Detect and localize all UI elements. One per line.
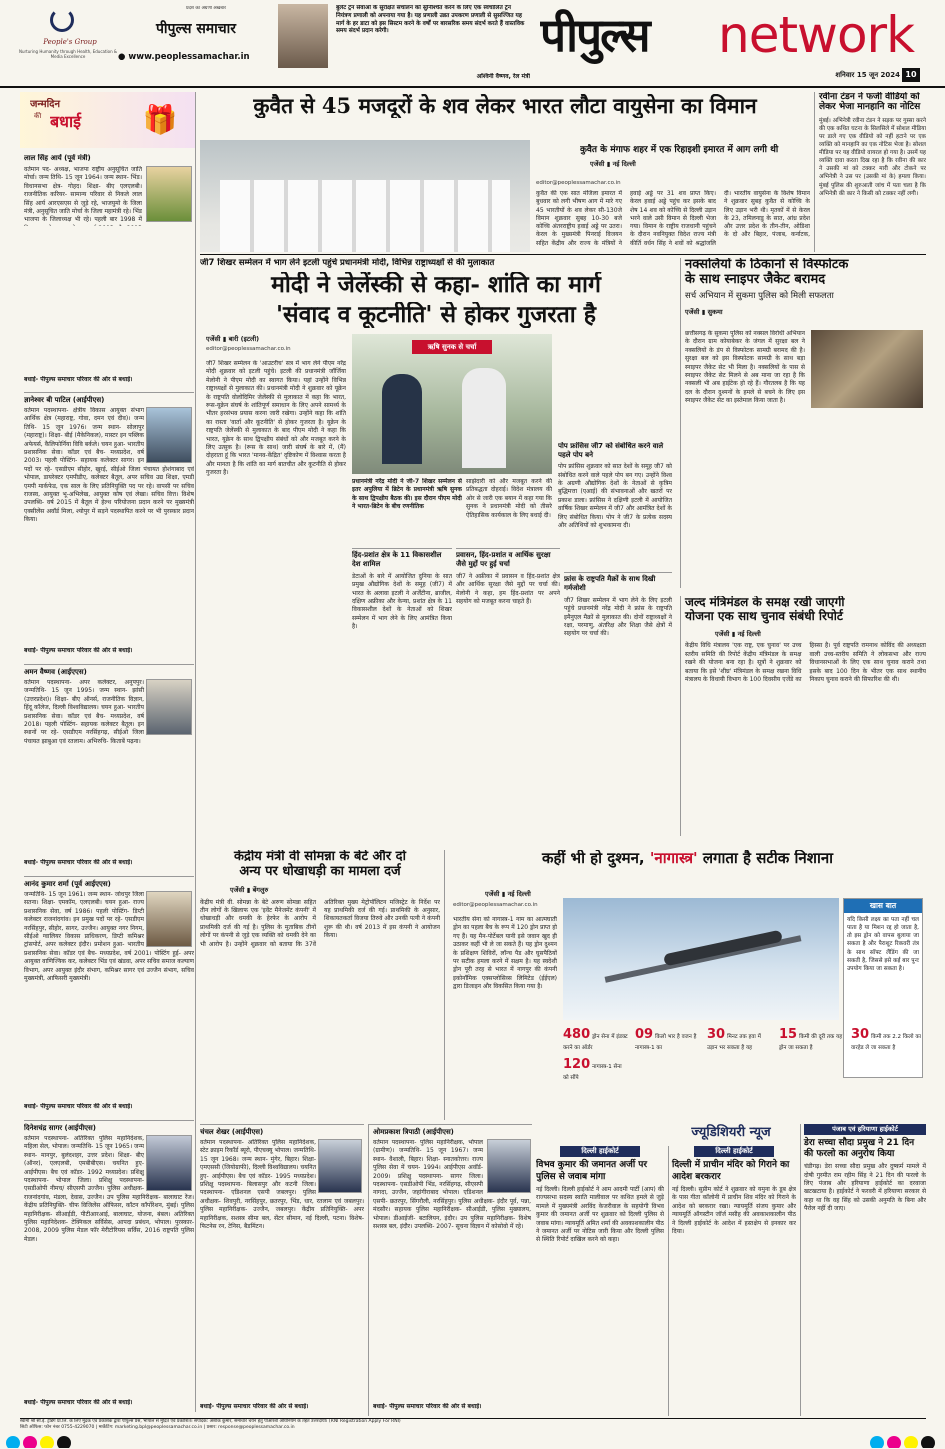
- nagastra-headline: कहीं भी हो दुश्मन, 'नागास्त्र' लगाता है सटीक निशाना: [541, 850, 834, 867]
- g7-story: [200, 258, 672, 828]
- birthday-photo: [146, 166, 192, 222]
- g7-caption: प्रधानमंत्री नरेंद्र मोदी ने जी-7 शिखर सम्मेलन से इतर अपुलिया में ब्रिटेन के प्रधानमंत्री ऋषि सुनक के साथ द्विपक्षीय बैठक की। इस दौरान पीएम मोदी ने भारत-ब्रिटेन के बीच रणनीतिक: [352, 478, 462, 511]
- kuwait-body-lead: [536, 100, 810, 190]
- black-dot: [57, 1436, 71, 1448]
- naxal-story: [680, 258, 926, 588]
- birthday-entry: [24, 154, 194, 394]
- drone-photo: [563, 898, 839, 1020]
- birthday-heading-2: की: [34, 112, 42, 120]
- mini-body: जी7 ने अफ्रीका में प्रवासन व हिंद-प्रशांत क्षेत्र और आर्थिक सुरक्षा जैसे मुद्दों पर चर्चा की। मेलोनी ने कहा, हम हिंद-प्रशांत पर अपने सहयोग को मजबूत करना चाहते हैं।: [456, 572, 560, 606]
- court-tag: दिल्ली हाईकोर्ट: [560, 1146, 640, 1157]
- birthday-text-cont: [24, 226, 194, 376]
- mini-body: जी7 शिखर सम्मेलन में भाग लेने के लिए इटली पहुंचे प्रधानमंत्री नरेंद्र मोदी ने फ्रांस के राष्ट्रपति इमैनुएल मैक्रों से मुलाकात की। दोनों राष्ट्राध्यक्षों ने रक्षा, परमाणु, अंतरिक्ष और शिक्षा जैसे क्षेत्रों में सहयोग पर चर्चा की।: [564, 596, 672, 638]
- officer-entry: [200, 1124, 364, 1416]
- cmyk-marks: [870, 1436, 945, 1448]
- judiciary-story: [800, 1124, 926, 1416]
- birthday-entry: [24, 876, 194, 1116]
- section-title-en: network: [718, 6, 915, 64]
- stat-label: नागास्त्र-1 सेना को सौंपे: [563, 1064, 622, 1081]
- somanna-headline-2: अन्य पर धोखाधड़ी का मामला दर्ज: [239, 863, 401, 879]
- cyan-dot: [6, 1436, 20, 1448]
- judiciary-section: [536, 1124, 926, 1416]
- somanna-headline-1: केंद्रीय मंत्री वी सोमन्ना के बेटे और दो: [234, 850, 406, 864]
- nagastra-email: editor@peoplessamachar.co.in: [453, 902, 538, 908]
- judiciary-story: [536, 1146, 664, 1416]
- raveena-body: मुंबई। अभिनेत्री रवीना टंडन ने सड़क पर गुस्सा करने की एक कथित घटना के सिलसिले में सोशल मीडिया पर डाले गए एक वीडियो को नहीं हटाने पर एक व्यक्ति को मानहानि का एक नोटिस भेजा है। सोशल मीडिया पर यह वीडियो वायरल हो गया है। उसमें यह व्यक्ति दावा करता दिख रहा है कि रवीना की कार ने उसकी मां को टक्कर मारी और टोकने पर अभिनेत्री ने उस पर (उसकी मां के) हमला किया। मुंबई पुलिस की शुरुआती जांच में पता चला है कि अभिनेत्री की कार ने किसी को टक्कर नहीं लगी।: [819, 117, 926, 197]
- birthday-footer: बधाई- पीपुल्स समाचार परिवार की ओर से बधाई।: [24, 1103, 133, 1110]
- peoples-group-tagline: Nurturing Humanity through Health, Education & Media Excellence: [18, 49, 118, 60]
- nagastra-story: [444, 850, 926, 1120]
- officer-name: चंचल शेखर (आईपीएस): [200, 1128, 264, 1136]
- birthday-name: दिनेशचंद्र सागर (आईपीएस): [24, 1124, 96, 1132]
- photo-tag: ऋषि सुनक से चर्चा: [412, 340, 492, 354]
- g7-email: editor@peoplessamachar.co.in: [206, 346, 291, 352]
- naxal-recovery-photo: [811, 330, 923, 408]
- naxal-byline: एजेंसी ▮ सुकमा: [685, 308, 723, 317]
- birthday-text: जन्मतिथि- 15 जून 1961। जन्म स्थान- जोधपुर जिला सतना। शिक्षा- एमकॉम, एलएलबी। चयन हुआ- राज्य प्रशासनिक सेवा, वर्ष 1986। पहली पोस्टिंग- डिप्टी कलेक्टर राजनांदगांव। इन प्रमुख पदों पर रहे- एसडीएम नरसिंहपुर, सीहोर, सागर, उज्जैन। आयुक्त नगर निगम, सीईओ ग्वालियर विकास प्राधिकरण, डिप्टी कमिश्नर ट्रांसपोर्ट, अपर कलेक्टर इंदौर। प्रमोशन हुआ- भारतीय प्रशासनिक सेवा। कॉडर एवं बैच- मध्यप्रदेश, वर्ष 2001। पोस्टिंग हुई- अपर आयुक्त वाणिज्यिक कर, कलेक्टर भिंड एवं खंडवा, अपर सचिव समाज कल्याण विभाग, अपर आयुक्त इंदौर संभाग, कमिश्नर सागर एवं उज्जैन संभाग, सचिव मुख्यमंत्री, आफिसरी मुख्यमंत्री।: [24, 891, 194, 982]
- stat-item: [563, 1026, 629, 1052]
- mini-headline: प्रवासन, हिंद-प्रशांत व आर्थिक सुरक्षा जैसे मुद्दों पर हुई चर्चा: [456, 551, 551, 569]
- stat-label: किलो भार है वजन है नागास्त्र-1 का: [635, 1034, 697, 1051]
- judiciary-title: ज्यूडिशियरी न्यूज: [691, 1125, 771, 1140]
- g7-byline: एजेंसी ▮ बारी (इटली): [206, 335, 260, 343]
- birthday-footer: बधाई- पीपुल्स समाचार परिवार की ओर से बधाई।: [24, 376, 133, 383]
- quote-text: बुलेट ट्रेन सेवाओं के सुरक्षित संचालन को सुनिश्चित करने के लिए एक स्वचालित ट्रेन नियंत्रण प्रणाली को अपनाया गया है। यह प्रणाली उन्नत उपकरण प्रणाली से सुसज्जित यह मार्ग के हर डाटा को इस सिस्टम करने के वर्षों पर बारसरिक समय संदर्भ करते हैं वास्तविक समय संदर्भ प्रदान करेगी।: [336, 5, 525, 35]
- stat-number: 120: [563, 1057, 591, 1072]
- naxal-headline-1: नक्सलियों के ठिकानों से विस्फोटक: [685, 258, 849, 272]
- kuwait-photo: [200, 140, 530, 252]
- masthead-rule: [0, 86, 945, 88]
- one-nation-headline-1: जल्द मंत्रिमंडल के समक्ष रखी जाएगी: [685, 596, 845, 609]
- khaas-baat-text: यदि किसी लक्ष्य का पता नहीं चल पाता है या मिशन रद्द हो जाता है, तो इस ड्रोन को वापस बुलाया जा सकता है और पैराशूट रिकवरी तंत्र के साथ सॉफ्ट लैंडिंग की जा सकती है, जिससे इसे कई बार पुनः उपयोग किया जा सकता है।: [847, 917, 919, 972]
- brand-name: पीपुल्स समाचार: [155, 21, 237, 37]
- birthday-text: वर्तमान पदस्थापना- अतिरिक्त पुलिस महानिदेशक, महिला सेल, भोपाल। जन्मतिथि- 15 जून 1965। जन्म स्थान- मानपुर, बुलंदशहर, उत्तर प्रदेश। शिक्षा- बीए (ऑनर), एलएलबी, एमबीबीएस। चयनित हुए- आईपीएस। बैच एवं कॉडर- 1992 मध्यप्रदेश। प्रशिक्षु पदस्थापना- भोपाल जिला। प्रशिक्षु पदस्थापना- एसडीओपी नीमच/ सीएसपी उज्जैन। पुलिस अधीक्षक- राजनांदगांव, मंडला, देवास, उज्जैन। उप पुलिस महानिरीक्षक- बालाघाट रेंज। केंद्रीय प्रतिनियुक्ति- चीफ विजिलेंस ऑफिसर, कॉटन कॉर्पोरेशन, मुंबई। पुलिस महानिरीक्षक- सीआईडी, पीटीआरआई, बालाघाट, योजना, बंबल। अतिरिक्त पुलिस महानिदेशक- टेक्निकल सर्विसेस, आपदा प्रबंधन, भोपाल। पुरस्कार- 2008, 2009 पुलिस मेडल फॉर मेरीटोरियस सर्विस, 2016 राष्ट्रपति पुलिस मेडल।: [24, 1135, 194, 1243]
- g7-headline-1: मोदी ने जेलेंस्की से कहा- शांति का मार्ग: [271, 272, 601, 298]
- birthday-entry: [24, 664, 194, 872]
- birthday-name: अमन वैष्णव (आईएएस): [24, 668, 87, 676]
- stat-label: किमी की दूरी तक यह ड्रोन जा सकता है: [779, 1034, 843, 1051]
- birthday-text: वर्तमान पदस्थापना- क्षेत्रीय विकास आयुक्त संभाग आर्थिक क्षेत्र (महाराष्ट्र, गोवा, दमन एवं दीव)। जन्म तिथि- 15 जून 1976। जन्म स्थान- सोलापुर (महाराष्ट्र)। शिक्षा- बीई (मैकेनिकल), मास्टर इन पब्लिक अफेयर्स, कैलिफोर्निया विवि बर्कले। चयन हुआ- भारतीय प्रशासनिक सेवा। कॉडर एवं बैच- मध्यप्रदेश, वर्ष 2003। पहली पोस्टिंग- सहायक कलेक्टर सागर। इन पदों पर रहे- एसडीएम सीहोर, खुरई, सीईओ जिला पंचायत होशंगाबाद एवं भोपाल, डायरेक्टर एमपीडीए, कलेक्टर बैतूल, अपर सचिव उद्य शिक्षा, एमडी एमपी मार्कफेड, एक साल के लिए प्रतिनियुक्ति पद पर रहे। वापसी पर सचिव राजस्व, आयुक्त भू-अभिलेख, आयुक्त कोष एवं लेखा। सचिव वित्त। विशेष उपलब्धि- वर्ष 2015 में बैतूल में हेल्थ परियोजना प्रदान करने पर मुख्यमंत्री एक्सीलेंस अवॉर्ड मिला, श्योपुर में सड़ने पदस्थापित करने पर भी पुरस्कार प्रदान किया।: [24, 407, 194, 524]
- birthday-footer: बधाई- पीपुल्स समाचार परिवार की ओर से बधाई।: [24, 1399, 133, 1406]
- modi-sunak-photo: [352, 334, 552, 474]
- judiciary-body: नई दिल्ली। दिल्ली हाईकोर्ट ने आम आदमी पार्टी (आप) की राज्यसभा सदस्य स्वाति मालीवाल पर कथित हमले से जुड़े मामले में मुख्यमंत्री अरविंद केजरीवाल के सहयोगी विभव कुमार की जमानत अर्जी पर शुक्रवार को दिल्ली पुलिस से जवाब मांगा। न्यायमूर्ति अमित शर्मा की अवकाशकालीन पीठ ने जमानत अर्जी पर नोटिस जारी किया और दिल्ली पुलिस से स्थिति रिपोर्ट दाखिल करने को कहा।: [536, 1185, 664, 1244]
- stat-label: किमी तक 2.2 किलो का वारहेड ले जा सकता है: [851, 1034, 921, 1051]
- judiciary-body: चंडीगढ़। डेरा सच्चा सौदा प्रमुख और दुष्कर्म मामले में दोषी गुरमीत राम रहीम सिंह ने 21 दिन की फरलो के लिए पंजाब और हरियाणा हाईकोर्ट का दरवाजा खटखटाया है। हाईकोर्ट ने फरवरी में हरियाणा सरकार से कहा था कि वह सिंह को उसकी अनुमति के बिना और पैरोल नहीं दी जाए।: [804, 1163, 926, 1213]
- g7-mini-story: [564, 572, 672, 722]
- birthday-heading-3: बधाई: [50, 112, 81, 131]
- one-nation-story: [680, 596, 926, 836]
- birthday-column: [20, 92, 196, 1412]
- pope-body: पोप फ्रांसिस शुक्रवार को सात देशों के समूह जी7 को संबोधित करने वाले पहले पोप बन गए। उन्होंने विश्व के अग्रणी औद्योगिक देशों के नेताओं से कृत्रिम बुद्धिमत्ता (एआई) की संभावनाओं और खतरों पर प्रकाश डाला। फ्रांसिस ने दक्षिणी इटली में आयोजित वार्षिक शिखर सम्मेलन में जी7 और आमंत्रित देशों के लिए संबोधित किया। पोप ने जी7 के प्रत्येक सदस्य और अतिथियों को शुभकामना दी।: [558, 463, 672, 529]
- edition-date: शनिवार 15 जून 2024: [835, 71, 900, 79]
- masthead: [0, 0, 945, 90]
- g7-mini-story: [352, 548, 452, 698]
- judiciary-headline: विभव कुमार की जमानत अर्जी पर पुलिस से जवाब मांगा: [536, 1160, 648, 1182]
- birthday-banner: [20, 92, 196, 148]
- one-nation-headline-2: योजना एक साथ चुनाव संबंधी रिपोर्ट: [685, 608, 843, 623]
- cmyk-marks: [6, 1436, 106, 1448]
- stat-number: 30: [707, 1027, 726, 1042]
- officer-entry: [368, 1124, 532, 1416]
- g7-kicker: जी7 शिखर सम्मेलन में भाग लेने इटली पहुंचे प्रधानमंत्री मोदी, विभिन्न राष्ट्राध्यक्षों से की मुलाकात: [200, 258, 495, 268]
- website-link[interactable]: ● www.peoplessamachar.in: [118, 52, 250, 62]
- kuwait-email: editor@peoplessamachar.co.in: [536, 180, 621, 186]
- pope-sidebar: [558, 442, 672, 566]
- kuwait-subhead: कुवैत के मंगाफ शहर में एक रिहाइशी इमारत में आग लगी थी: [580, 145, 779, 155]
- imprint-line-1: स्वामी श्री सी.ई. ट्रेडिंग प्रा.लि. के लिए मुद्रक एवं प्रकाशक द्वारा पीपुल्स प्रेस, भोपाल से मुद्रित एवं प्रकाशित। संपादक: अशोक कुमार, समाचार चयन हेतु पीआरबी अधिनियम के तहत उत्तरदायी। (RNI Registration Apply For RNI): [20, 1419, 401, 1424]
- kuwait-byline: एजेंसी ▮ नई दिल्ली: [590, 160, 636, 168]
- officer-footer: बधाई- पीपुल्स समाचार परिवार की ओर से बधाई।: [200, 1403, 309, 1410]
- birthday-text: वर्तमान पद- अध्यक्ष, भाजपा राष्ट्रीय अनुसूचित जाति मोर्चा। जन्म तिथि- 15 जून 1964। जन्म स्थान- भिंड। विधानसभा क्षेत्र- गोहद। शिक्षा- बीए एलएलबी। राजनीतिक करियर- सामान्य परिवार से निकले लाल सिंह आर्य आरएसएस से जुड़े रहे, भाजयुमो के जिला मंत्री, अनुसूचित जाति मोर्चा के जिला महामंत्री रहे। भिंड भाजपा के जिलाध्यक्ष भी रहे। पहली बार 1998 में: [24, 166, 142, 224]
- judiciary-story: [668, 1146, 796, 1416]
- officer-footer: बधाई- पीपुल्स समाचार परिवार की ओर से बधाई।: [373, 1403, 482, 1410]
- birthday-footer: बधाई- पीपुल्स समाचार परिवार की ओर से बधाई।: [24, 647, 133, 654]
- somanna-story: [200, 850, 440, 1110]
- peoples-group-name: People's Group: [43, 38, 97, 46]
- divider: [200, 254, 926, 255]
- judiciary-body: नई दिल्ली। सुप्रीम कोर्ट ने शुक्रवार को यमुना के डूब क्षेत्र के पास गीता कॉलोनी में प्राचीन शिव मंदिर को गिराने के आदेश को बरकरार रखा। न्यायमूर्ति संजय कुमार और न्यायमूर्ति ऑगस्टीन जॉर्ज मसीह की अवकाशकालीन पीठ ने दिल्ली हाईकोर्ट के आदेश में हस्तक्षेप से इनकार कर दिया।: [672, 1185, 796, 1235]
- page-number: 10: [902, 68, 920, 82]
- cyan-dot: [870, 1436, 884, 1448]
- birthday-heading-1: जन्मदिन: [30, 99, 61, 110]
- nagastra-byline: एजेंसी ▮ नई दिल्ली: [485, 890, 531, 898]
- g7-body: जी7 शिखर सम्मेलन के 'आउटरीच' सत्र में भाग लेने पीएम नरेंद्र मोदी शुक्रवार को इटली पहुंचे। इटली की प्रधानमंत्री जॉर्जिया मेलोनी ने पीएम मोदी का स्वागत किया। यहां उन्होंने विभिन्न राष्ट्राध्यक्षों से मुलाकात की। प्रधानमंत्री मोदी ने शुक्रवार को यूक्रेन के राष्ट्रपति वोलोदिमिर जेलेंस्की से मुलाकात में कहा कि भारत, रूस-यूक्रेन संघर्ष के शांतिपूर्ण समाधान के लिए अपने सामर्थ्य के भीतर हरसंभव प्रयास करना जारी रखेगा। उन्होंने कहा कि शांति का रास्ता 'वार्ता और कूटनीति' से होकर गुजरता है। यूक्रेन के राष्ट्रपति जेलेंस्की से मुलाकात के बाद पीएम मोदी ने कहा कि भारत, यूक्रेन के साथ द्विपक्षीय संबंधों को और मजबूत करने के लिए उत्सुक है। (रूस के साथ) जारी संघर्ष के बारे में, (मैं) दोहराता हूं कि भारत 'मानव-केंद्रित' दृष्टिकोण में विश्वास करता है और मानता है कि शांति का मार्ग बातचीत और कूटनीति से होकर गुजरता है।: [206, 360, 346, 477]
- officer-text: वर्तमान पदस्थापना- पुलिस महानिरीक्षक, भोपाल (ग्रामीण)। जन्मतिथि- 15 जून 1967। जन्म स्थान- वैशाली, बिहार। शिक्षा- स्नातकोत्तर। राज्य पुलिस सेवा में चयन- 1994। आईपीएस अवॉर्ड- 2009। प्रशिक्षु पदस्थापना- सागर जिला। पदस्थापना- एसडीओपी भिंड, नरसिंहगढ़, सीएसपी नागदा, उज्जैन, जहांगीराबाद भोपाल। एडिशनल एसपी- छतरपुर, सिंगरौली, नरसिंहपुर। पुलिस अधीक्षक- इंदौर पूर्व, पन्ना, मंदसौर। सहायक पुलिस महानिरीक्षक- सीआईडी, पुलिस मुख्यालय, भोपाल। डीआईजी- बटालियन, इंदौर। उप पुलिस महानिरीक्षक- विशेष सशस्त्र बल, इंदौर। उपलब्धि- 2007- सूचना विज्ञान में कोसोवो में रहे।: [373, 1139, 531, 1230]
- somanna-byline: एजेंसी ▮ बेंगलुरु: [230, 885, 269, 894]
- birthday-name: लाल सिंह आर्य (पूर्व मंत्री): [24, 154, 91, 162]
- minister-photo: [278, 4, 328, 68]
- pope-headline: पोप फ्रांसिस जी7 को संबोधित करने वाले पहले पोप बने: [558, 442, 664, 460]
- imprint: [20, 1418, 926, 1438]
- naxal-headline-2: के साथ स्नाइपर जैकेट बरामद: [685, 271, 826, 287]
- kuwait-body-columns: [536, 190, 810, 250]
- nagastra-body: भारतीय सेना को नागास्त्र-1 नाम का आत्मघाती ड्रोन का पहला बैच के रूप में 120 ड्रोन प्राप्त हो गए हैं। यह मैन-पोर्टेबल यानी इसे जवान खुद ही उठाकर कहीं भी ले जा सकते हैं। यह ड्रोन दुश्मन के प्रशिक्षण शिविरों, लॉन्च पैड और घुसपैठियों पर सटीक हमला करने में सक्षम है। यह स्वदेशी ड्रोन पूरी तरह से भारत में नागपुर की कंपनी इकोनॉमिक एक्सप्लोसिव्स लिमिटेड (ईईएल) द्वारा डिजाइन और विकसित किया गया है।: [453, 916, 557, 991]
- black-dot: [921, 1436, 935, 1448]
- birthday-name: आनंद कुमार शर्मा (पूर्व आईएएस): [24, 880, 111, 888]
- stat-item: [707, 1026, 773, 1052]
- g7-mini-story: [456, 548, 560, 698]
- raveena-story: [814, 92, 926, 252]
- magenta-dot: [887, 1436, 901, 1448]
- stat-item: [779, 1026, 845, 1052]
- naxal-body: छत्तीसगढ़ के सुकमा पुलिस को नक्सल विरोधी अभियान के दौरान ग्राम कोयाबेकर के जंगल में सुरक्षा बल ने नक्सलियों के डंप से विस्फोटक सामग्री बरामद की है। सुरक्षा बल को इस विस्फोटक सामग्री के साथ बड़ा स्नाइपर जैकेट सेट भी मिला है। नक्सलियों के पास से स्नाइपर जैकेट सेट मिलने से अब माना जा रहा है कि नक्सली भी अब हाईटेक हो रहे हैं। गौरतलब है कि यह दल के दौरान दुश्मनों के हमले से बचने के लिए इस स्नाइपर जैकेट सेट का इस्तेमाल किया जाता है।: [685, 330, 805, 405]
- globe-icon: ●: [118, 52, 129, 62]
- birthday-footer: बधाई- पीपुल्स समाचार परिवार की ओर से बधाई।: [24, 859, 133, 866]
- naxal-subhead: सर्च अभियान में सुकमा पुलिस को मिली सफलता: [685, 290, 834, 301]
- khaas-baat-tag: खास बात: [844, 899, 922, 913]
- court-tag: पंजाब एवं हरियाणा हाईकोर्ट: [804, 1124, 926, 1135]
- court-tag: दिल्ली हाईकोर्ट: [694, 1146, 774, 1157]
- birthday-entry: [24, 1120, 194, 1410]
- mini-headline: हिंद-प्रशांत क्षेत्र के 11 विकासशील देश शामिल: [352, 551, 442, 569]
- birthday-entry: [24, 392, 194, 660]
- imprint-line-2: सिटी ऑफिस: फोन नंबर 0755-4229070 | मार्केटिंग: marketing.bpl@peoplessamachar.co.in | प्रसार: response@peoplessamachar.co.in: [20, 1425, 295, 1431]
- one-nation-body: केंद्रीय विधि मंत्रालय 'एक राष्ट्र, एक चुनाव' पर उच्च स्तरीय समिति की रिपोर्ट केंद्रीय मंत्रिमंडल के समक्ष रखने की योजना बना रहा है। सूत्रों ने शुक्रवार को बताया कि इसे 'शीघ्र' मंत्रिमंडल के समक्ष रखना विधि मंत्रालय के विधायी विभाग के 100 दिवसीय एजेंडे का हिस्सा है। पूर्व राष्ट्रपति रामनाथ कोविंद की अध्यक्षता वाली उच्च-स्तरीय समिति ने लोकसभा और राज्य विधानसभाओं के लिए एक साथ चुनाव कराने तथा इसके बाद 100 दिन के भीतर एक साथ स्थानीय निकाय चुनाव कराने की सिफारिश की थी।: [685, 642, 926, 683]
- stat-number: 480: [563, 1027, 591, 1042]
- birthday-name: ज्ञानेश्वर बी पाटिल (आईपीएस): [24, 396, 105, 404]
- stat-item: [563, 1056, 629, 1082]
- raveena-headline: रवीना टंडन ने फर्जी वीडियो को लेकर भेजा मानहानि का नोटिस: [819, 92, 921, 113]
- quote-author: अश्विनी वैष्णव, रेल मंत्री: [476, 73, 530, 80]
- peoples-group-logo: [50, 8, 74, 32]
- somanna-body: केंद्रीय मंत्री वी. सोमन्ना के बेटे अरुण सोमन्ना सहित तीन लोगों के खिलाफ एक 'इवेंट मैनेजमेंट कंपनी' में धोखाधड़ी और धमकी के हेरफेर के आरोप में प्राथमिकी दर्ज की गई है। पुलिस के मुताबिक तीनों लोगों पर कंपनी से जुड़े एक व्यक्ति को धमकी देने का भी आरोप है। उन्होंने शुक्रवार को बताया कि 37वें अतिरिक्त मुख्य मेट्रोपॉलिटन मजिस्ट्रेट के निर्देश पर यह प्राथमिकी दर्ज की गई। प्राथमिकी के अनुसार, शिकायतकर्ता विजया तिरुवे और उनकी पत्नी ने कंपनी शुरू की थी। वर्ष 2013 में इस कंपनी ने आयोजन किया।: [200, 898, 440, 948]
- yellow-dot: [904, 1436, 918, 1448]
- g7-headline-2: 'संवाद व कूटनीति' से होकर गुजरता है: [276, 302, 596, 328]
- stat-number: 30: [851, 1027, 870, 1042]
- mini-headline: फ्रांस के राष्ट्रपति मैक्रों के साथ दिखी गर्मजोशी: [564, 575, 656, 593]
- officer-name: ओमप्रकाश त्रिपाठी (आईपीएस): [373, 1128, 454, 1136]
- stat-label: मिनट तक हवा में उड़ान भर सकता है यह: [707, 1034, 761, 1051]
- section-title-hindi: पीपुल्स: [540, 8, 649, 62]
- birthday-text: वर्तमान पदस्थापना- अपर कलेक्टर, अनूपपुर। जन्मतिथि- 15 जून 1995। जन्म स्थान- झांसी (उत्तरप्रदेश)। शिक्षा- बीए ऑनर्स, राजनीतिक विज्ञान, हिंदू कॉलेज, दिल्ली विश्वविद्यालय। चयन हुआ- भारतीय प्रशासनिक सेवा। कॉडर एवं बैच- मध्यप्रदेश, वर्ष 2018। पहली पोस्टिंग- सहायक कलेक्टर बैतूल। इन स्थानों पर रहे- एसडीएम नरसिंहगढ़, सीईओ जिला पंचायत झाबुआ एवं रतलाम। अभिरुचि- किताबें पढ़ना।: [24, 679, 144, 745]
- gift-icon: 🎁: [142, 103, 178, 136]
- stat-number: 09: [635, 1027, 654, 1042]
- one-nation-byline: एजेंसी ▮ नई दिल्ली: [715, 629, 761, 638]
- officer-text: वर्तमान पदस्थापना- अतिरिक्त पुलिस महानिदेशक, स्टेट क्राइम रिकॉर्ड ब्यूरो, पीएचक्यू भोपाल। जन्मतिथि- 15 जून 1968। जन्म स्थान- मुंगेर, बिहार। शिक्षा- एमएससी (जियोग्राफी), दिल्ली विश्वविद्यालय। चयनित हुए- आईपीएस। बैच एवं कॉडर- 1995 मध्यप्रदेश। प्रशिक्षु पदस्थापना- बिलासपुर और कटनी जिला। पदस्थापना- एडिशनल एसपी जबलपुर। पुलिस अधीक्षक- शिवपुरी, नरसिंहपुर, छतरपुर, भिंड, धार, रतलाम एवं जबलपुर। पुलिस महानिरीक्षक- उज्जैन, जबलपुर। केंद्रीय प्रतिनियुक्ति- अपर महानिरीक्षक, सशस्त्र सीमा बल, सेंटर सीमान, नई दिल्ली, पटना। विशेष- फिटनेस रन, टेनिस, बैडमिंटन।: [200, 1139, 364, 1230]
- kuwait-headline: कुवैत से 45 मजदूरों के शव लेकर भारत लौटा वायुसेना का विमान: [253, 94, 757, 118]
- stat-label: ड्रोन सेना में इंडक्ट करने का ऑर्डर: [563, 1034, 628, 1051]
- brand-small: प्रदेश का अग्रणी अखबार: [185, 6, 226, 11]
- stat-item: [851, 1026, 921, 1052]
- stat-number: 15: [779, 1027, 798, 1042]
- judiciary-headline: दिल्ली में प्राचीन मंदिर को गिराने का आदेश बरकरार: [672, 1160, 790, 1182]
- magenta-dot: [23, 1436, 37, 1448]
- kuwait-body-top: [536, 100, 810, 190]
- judiciary-headline: डेरा सच्चा सौदा प्रमुख ने 21 दिन की फरलो का अनुरोध किया: [804, 1137, 915, 1160]
- stat-item: [635, 1026, 701, 1052]
- kuwait-body-flow: कुवैत की एक सात मंजिला इमारत में बुधवार को लगी भीषण आग में मारे गए 45 भारतीयों के शव लेकर सी-130जे विमान शुक्रवार सुबह 10-30 बजे कोच्चि अंतरराष्ट्रीय हवाई अड्डे पर उतरा। केरल के मुख्यमंत्री पिनराई विजयन सहित केंद्रीय और राज्य के मंत्रियों ने हवाई अड्डे पर 31 शव प्राप्त किए। केरल हवाई अड्डे पहुंच कर इसके बाद शेष 14 शव को कोच्चि से दिल्ली उड़ान भरने वाले उसी विमान से दिल्ली भेजा गया। विमान के राष्ट्रीय राजधानी पहुंचने के दौरान नवनियुक्त विदेश राज्य मंत्री कीर्ति वर्धन सिंह ने शवों को श्रद्धांजलि दी। भारतीय वायुसेना के विशेष विमान ने शुक्रवार सुबह कुवैत से कोच्चि के लिए उड़ान भरी थी। मृतकों में से केरल के 23, तमिलनाडु के सात, आंध्र प्रदेश और उत्तर प्रदेश के तीन-तीन, ओडिशा के दो और बिहार, पंजाब, कर्नाटक,: [536, 190, 810, 247]
- mini-body: डेटाओं के बारे में आयोजित दुनिया के सात प्रमुख औद्योगिक देशों के समूह (जी7) में भारत के अलावा इटली ने अर्जेंटीना, ब्राजील, दक्षिण अफ्रीका और केन्या, प्रशांत क्षेत्र के 11 विकासशील देशों के नेताओं को शिखर सम्मेलन में भाग लेने के लिए आमंत्रित किया है।: [352, 572, 452, 631]
- yellow-dot: [40, 1436, 54, 1448]
- nagastra-stats: [563, 1026, 923, 1088]
- g7-col2: साझेदारी को और मजबूत करने की प्रतिबद्धता दोहराई। विदेश मंत्रालय की ओर से जारी एक बयान में कहा गया कि सुनक ने प्रधानमंत्री मोदी को तीसरे ऐतिहासिक कार्यकाल के लिए बधाई दी।: [466, 478, 552, 519]
